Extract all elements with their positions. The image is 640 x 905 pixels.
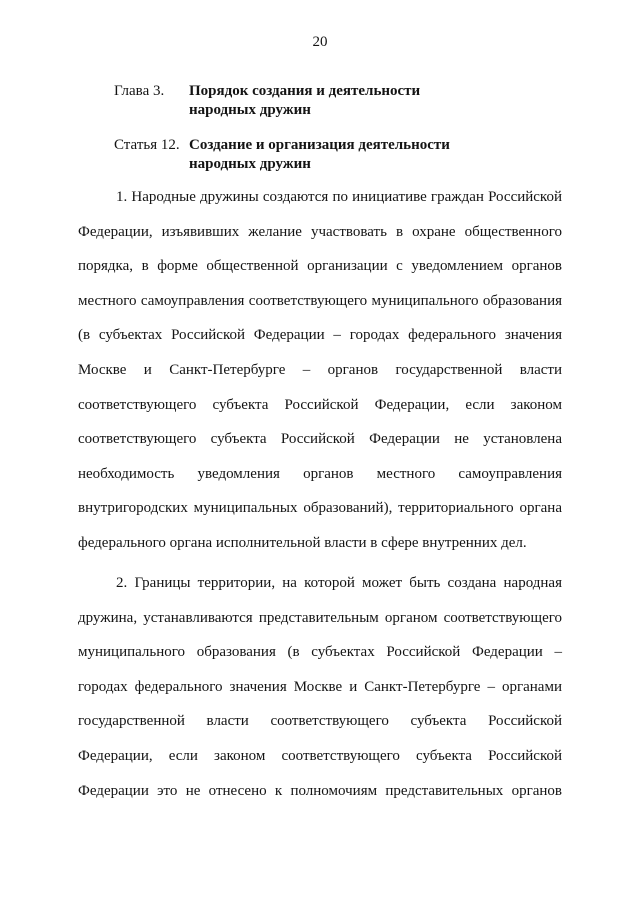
article-title-line-2: народных дружин <box>189 156 311 172</box>
paragraph-1: 1. Народные дружины создаются по инициативе граждан Российской Федерации, изъявивших желание участвовать в охране общественного порядка, в форме общественной организации с уведомлением органов местного самоуправления соответствующего муниципального образования (в субъектах Российской Федерации – городах федерального значения Москве и Санкт-Петербурге – органов государственной власти соответствующего субъекта Российской Федерации, если законом соответствующего субъекта Российской Федерации не установлена необходимость уведомления органов местного самоуправления внутригородских муниципальных образований), территориального органа федерального органа исполнительной власти в сфере внутренних дел. <box>78 189 562 551</box>
article-title <box>189 136 450 174</box>
chapter-title <box>189 82 420 120</box>
chapter-title-line-2: народных дружин <box>189 102 311 118</box>
article-label: Статья 12. <box>114 137 180 153</box>
page-number: 20 <box>312 34 328 50</box>
article-title-line-1: Создание и организация деятельности <box>189 137 450 153</box>
chapter-label: Глава 3. <box>114 83 165 99</box>
paragraph-2: 2. Границы территории, на которой может быть создана народная дружина, устанавливаются представительным органом соответствующего муниципального образования (в субъектах Российской Федерации – городах федерального значения Москве и Санкт-Петербурге – органами государственной власти соответствующего субъекта Российской Федерации, если законом соответствующего субъекта Российской Федерации это не отнесено к полномочиям представительных органов <box>78 575 562 799</box>
chapter-title-line-1: Порядок создания и деятельности <box>189 83 421 99</box>
